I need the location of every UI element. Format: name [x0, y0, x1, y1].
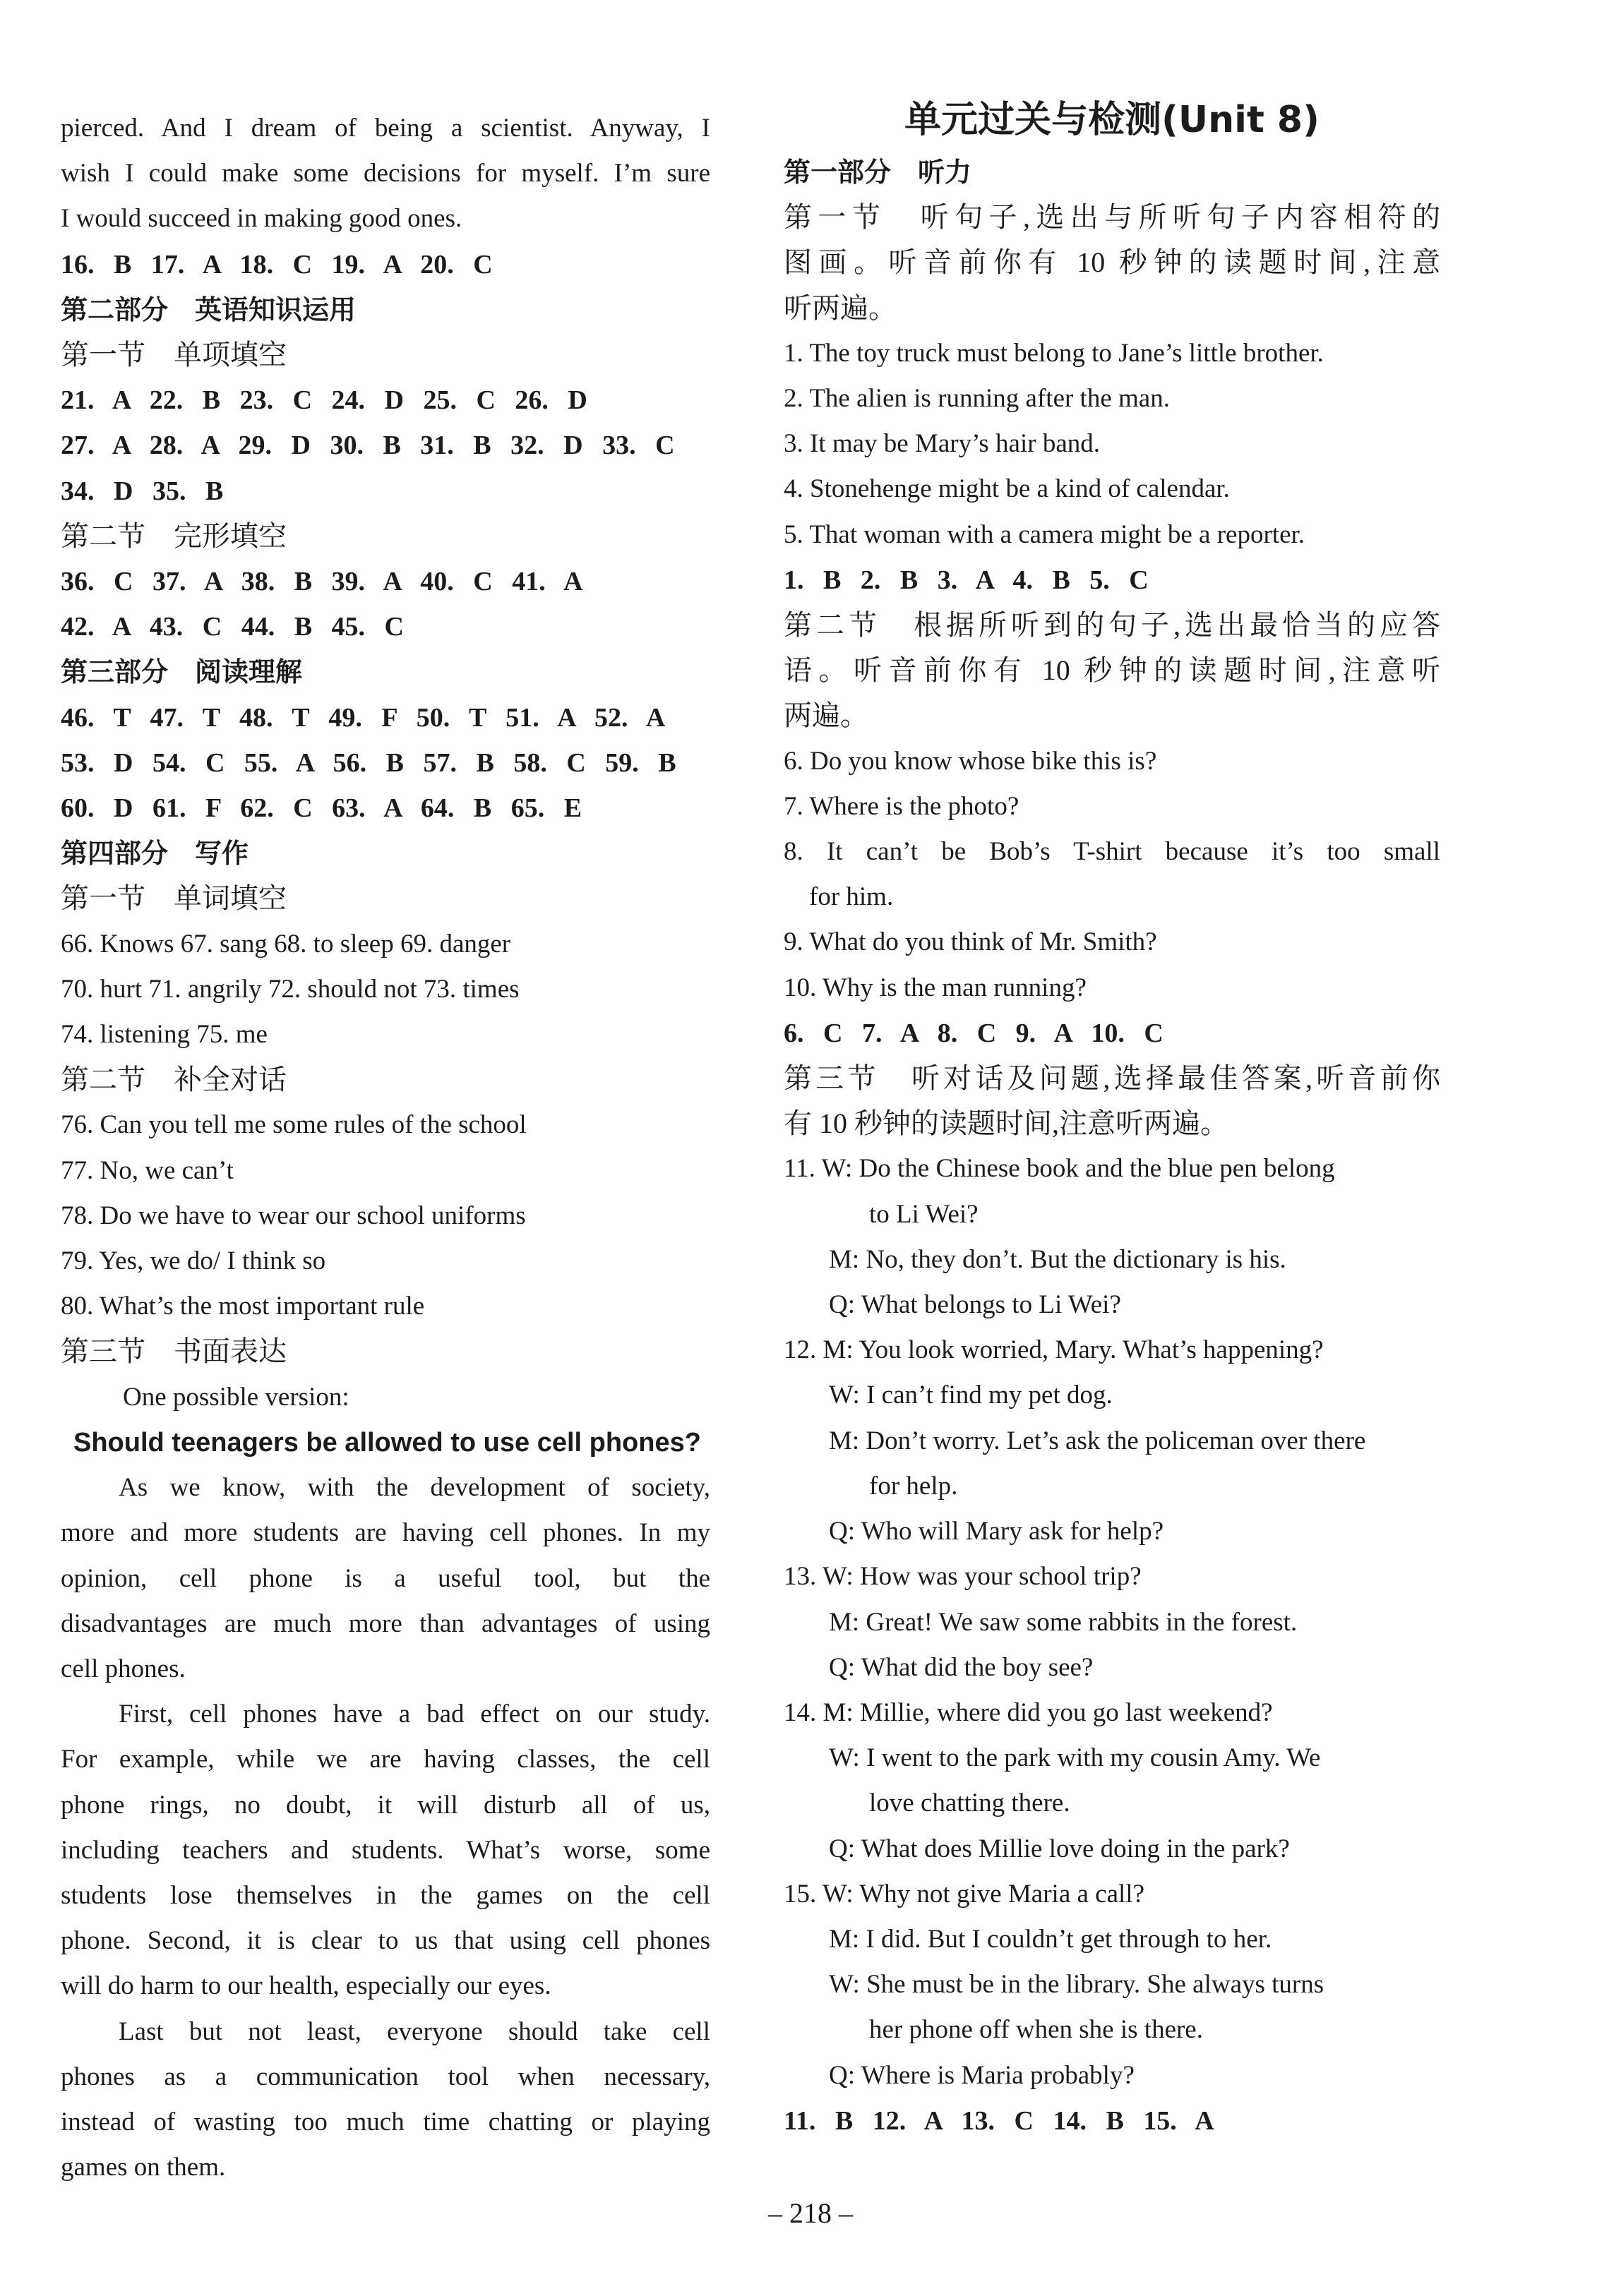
dialogue-line: Q: What belongs to Li Wei? [829, 1290, 1121, 1320]
script-line: 7. Where is the photo? [784, 791, 1019, 821]
essay-line: students lose themselves in the games on the cell [61, 1880, 710, 1910]
answer-key-line: 78. Do we have to wear our school uniforms [61, 1201, 526, 1230]
script-line: for him. [809, 882, 894, 912]
instruction-line: 两遍。 [784, 699, 868, 732]
part4-section2-heading: 第二节 补全对话 [61, 1064, 287, 1096]
script-line: 6. Do you know whose bike this is? [784, 746, 1157, 776]
part2-heading: 第二部分 英语知识运用 [61, 294, 357, 325]
answer-key-6-10: 6. C 7. A 8. C 9. A 10. C [784, 1018, 1164, 1048]
essay-title: Should teenagers be allowed to use cell phones? [73, 1427, 701, 1457]
dialogue-line: 12. M: You look worried, Mary. What’s happening? [784, 1335, 1324, 1365]
essay-line: phones as a communication tool when necessary, [61, 2062, 710, 2091]
dialogue-line: M: Great! We saw some rabbits in the forest. [829, 1607, 1298, 1637]
essay-line: First, cell phones have a bad effect on our study. [119, 1700, 710, 1729]
instruction-line: 图画。听音前你有 10 秒钟的读题时间,注意 [784, 246, 1440, 279]
part2-section2-heading: 第二节 完形填空 [61, 519, 287, 552]
script-line: 3. It may be Mary’s hair band. [784, 429, 1100, 459]
essay-line: instead of wasting too much time chatting or playing [61, 2107, 710, 2136]
answer-key-line: 46. T 47. T 48. T 49. F 50. T 51. A 52. A [61, 702, 666, 733]
answer-key-line: 36. C 37. A 38. B 39. A 40. C 41. A [61, 567, 583, 597]
answer-key-line: 66. Knows 67. sang 68. to sleep 69. danger [61, 929, 511, 958]
script-line: 8. It can’t be Bob’s T-shirt because it’s too small [784, 837, 1440, 867]
instruction-line: 第一节 听句子,选出与所听句子内容相符的 [784, 201, 1440, 234]
part1-heading: 第一部分 听力 [784, 157, 972, 188]
text-line: pierced. And I dream of being a scientist. Anyway, I [61, 114, 710, 143]
essay-line: phone. Second, it is clear to us that using cell phones [61, 1926, 710, 1956]
dialogue-line: Q: Where is Maria probably? [829, 2060, 1135, 2090]
script-line: 10. Why is the man running? [784, 973, 1087, 1002]
script-line: 1. The toy truck must belong to Jane’s little brother. [784, 338, 1324, 368]
page-number: – 218 – [768, 2197, 853, 2229]
dialogue-line: M: Don’t worry. Let’s ask the policeman over there [829, 1426, 1366, 1455]
answer-key-line: 21. A 22. B 23. C 24. D 25. C 26. D [61, 385, 587, 416]
script-line: 9. What do you think of Mr. Smith? [784, 927, 1157, 957]
dialogue-line: Q: Who will Mary ask for help? [829, 1517, 1164, 1546]
unit-title: 单元过关与检测(Unit 8) [904, 99, 1320, 141]
part3-heading: 第三部分 阅读理解 [61, 656, 303, 688]
dialogue-line: 15. W: Why not give Maria a call? [784, 1879, 1144, 1909]
part4-heading: 第四部分 写作 [61, 838, 249, 870]
right-column [784, 99, 1440, 2144]
instruction-line: 第二节 根据所听到的句子,选出最恰当的应答 [784, 609, 1440, 642]
essay-line: including teachers and students. What’s worse, some [61, 1835, 710, 1865]
dialogue-line: 14. M: Millie, where did you go last weekend? [784, 1697, 1273, 1727]
script-line: 5. That woman with a camera might be a reporter. [784, 519, 1305, 549]
essay-line: phone rings, no doubt, it will disturb all of us, [61, 1790, 710, 1820]
dialogue-line: to Li Wei? [869, 1199, 979, 1229]
part4-section3-heading: 第三节 书面表达 [61, 1335, 287, 1368]
dialogue-line: her phone off when she is there. [869, 2015, 1203, 2045]
answer-key-line: 34. D 35. B [61, 476, 224, 506]
essay-line: disadvantages are much more than advantages of using [61, 1609, 710, 1638]
dialogue-line: 11. W: Do the Chinese book and the blue pen belong [784, 1154, 1335, 1184]
answer-key-line: 80. What’s the most important rule [61, 1292, 425, 1321]
instruction-line: 语。听音前你有 10 秒钟的读题时间,注意听 [784, 654, 1440, 687]
left-column [61, 106, 710, 2190]
dialogue-line: W: I can’t find my pet dog. [829, 1381, 1113, 1410]
text-line: wish I could make some decisions for myself. I’m sure [61, 159, 710, 188]
part4-section1-heading: 第一节 单词填空 [61, 882, 287, 915]
dialogue-line: M: I did. But I couldn’t get through to her. [829, 1924, 1272, 1954]
instruction-line: 听两遍。 [784, 291, 897, 324]
essay-line: As we know, with the development of society, [119, 1473, 710, 1503]
answer-key-line: 76. Can you tell me some rules of the school [61, 1110, 527, 1140]
dialogue-line: Q: What did the boy see? [829, 1652, 1094, 1682]
dialogue-line: M: No, they don’t. But the dictionary is his. [829, 1244, 1286, 1274]
dialogue-line: W: I went to the park with my cousin Amy. We [829, 1743, 1321, 1773]
dialogue-line: Q: What does Millie love doing in the park? [829, 1834, 1290, 1863]
essay-line: will do harm to our health, especially our eyes. [61, 1971, 551, 2001]
text-line: I would succeed in making good ones. [61, 204, 462, 234]
answer-key-line: 70. hurt 71. angrily 72. should not 73. times [61, 974, 520, 1004]
part2-section1-heading: 第一节 单项填空 [61, 339, 287, 371]
answer-key-line: 60. D 61. F 62. C 63. A 64. B 65. E [61, 793, 582, 824]
answer-key-line: 79. Yes, we do/ I think so [61, 1246, 326, 1276]
essay-line: games on them. [61, 2153, 226, 2182]
answer-key-line: 77. No, we can’t [61, 1155, 234, 1185]
essay-line: Last but not least, everyone should take cell [119, 2016, 710, 2046]
answer-key-1-5: 1. B 2. B 3. A 4. B 5. C [784, 565, 1149, 595]
dialogue-line: W: She must be in the library. She always turns [829, 1970, 1324, 2000]
essay-line: more and more students are having cell phones. In my [61, 1518, 710, 1548]
dialogue-line: 13. W: How was your school trip? [784, 1562, 1142, 1592]
script-line: 4. Stonehenge might be a kind of calendar. [784, 474, 1230, 504]
answer-key-line: 27. A 28. A 29. D 30. B 31. B 32. D 33. C [61, 431, 675, 461]
essay-intro: One possible version: [123, 1382, 349, 1412]
instruction-line: 有 10 秒钟的读题时间,注意听两遍。 [784, 1107, 1228, 1140]
answer-key-line: 53. D 54. C 55. A 56. B 57. B 58. C 59. B [61, 747, 676, 778]
answer-key-line: 42. A 43. C 44. B 45. C [61, 612, 404, 642]
script-line: 2. The alien is running after the man. [784, 384, 1170, 414]
essay-line: cell phones. [61, 1654, 186, 1683]
essay-line: opinion, cell phone is a useful tool, but the [61, 1563, 710, 1593]
answer-key-16-20: 16. B 17. A 18. C 19. A 20. C [61, 249, 493, 280]
dialogue-line: for help. [869, 1471, 958, 1501]
answer-key-line: 74. listening 75. me [61, 1020, 268, 1050]
answer-key-11-15: 11. B 12. A 13. C 14. B 15. A [784, 2105, 1214, 2136]
instruction-line: 第三节 听对话及问题,选择最佳答案,听音前你 [784, 1062, 1440, 1095]
dialogue-line: love chatting there. [869, 1789, 1070, 1818]
essay-line: For example, while we are having classes, the cell [61, 1745, 710, 1774]
